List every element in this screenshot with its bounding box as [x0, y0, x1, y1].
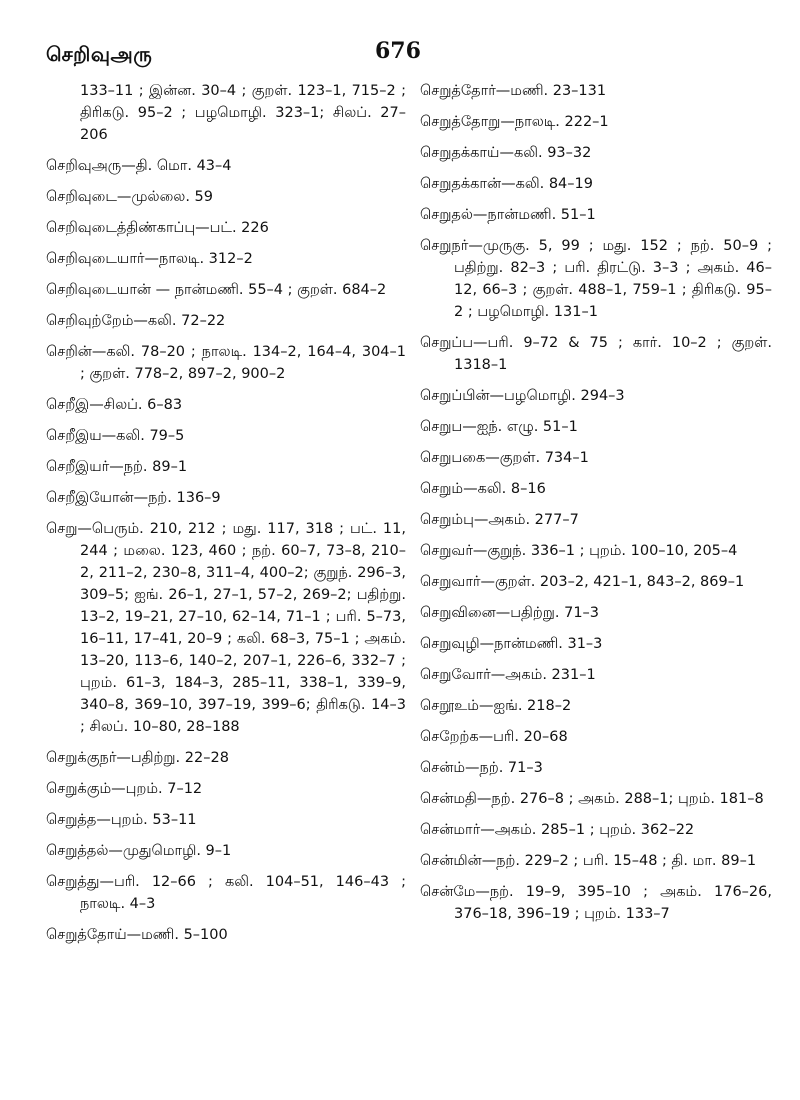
index-entry: செறுத்து—பரி. 12–66 ; கலி. 104–51, 146–43 ; நாலடி. 4–3 — [46, 874, 406, 912]
index-entry: செறீஇயோன்—நற். 136–9 — [46, 490, 221, 506]
index-entry: செறூஉம்—ஐங். 218–2 — [420, 698, 572, 714]
index-entry: சென்மார்—அகம். 285–1 ; புறம். 362–22 — [420, 822, 695, 838]
index-entry: செறுத்தோய்—மணி. 5–100 — [46, 927, 228, 943]
index-entry: செறுப்பின்—பழமொழி. 294–3 — [420, 388, 625, 404]
index-entry: சென்மதி—நற். 276–8 ; அகம். 288–1; புறம். 181–8 — [420, 791, 764, 807]
index-entry: செறிவுடையார்—நாலடி. 312–2 — [46, 251, 253, 267]
index-entry: செறுவோர்—அகம். 231–1 — [420, 667, 596, 683]
index-entry: செறுத்த—புறம். 53–11 — [46, 812, 197, 828]
index-entry: செறுக்கும்—புறம். 7–12 — [46, 781, 203, 797]
index-entry: செறுதக்கான்—கலி. 84–19 — [420, 176, 593, 192]
index-entry: செறிவுடையான் — நான்மணி. 55–4 ; குறள். 684–2 — [46, 282, 387, 298]
index-entry: செறுவர்—குறுந். 336–1 ; புறம். 100–10, 205–4 — [420, 543, 738, 559]
running-head: செறிவுஅரு — [46, 42, 153, 66]
index-entry: சென்ம்—நற். 71–3 — [420, 760, 543, 776]
index-entry: செறீஇயர்—நற். 89–1 — [46, 459, 188, 475]
index-entry: செறுப்ப—பரி. 9–72 & 75 ; கார். 10–2 ; குறள். 1318–1 — [420, 335, 772, 373]
index-entry: செறின்—கலி. 78–20 ; நாலடி. 134–2, 164–4, 304–1 ; குறள். 778–2, 897–2, 900–2 — [46, 344, 406, 382]
index-entry: செறுக்குநர்—பதிற்று. 22–28 — [46, 750, 229, 766]
index-entry: செறேற்க—பரி. 20–68 — [420, 729, 568, 745]
index-entry: செறுத்தல்—முதுமொழி. 9–1 — [46, 843, 232, 859]
index-entry: செறுத்தோர்—மணி. 23–131 — [420, 83, 607, 99]
index-entry: செறும்பு—அகம். 277–7 — [420, 512, 579, 528]
index-entry: செறுநர்—முருகு. 5, 99 ; மது. 152 ; நற். 50–9 ; பதிற்று. 82–3 ; பரி. திரட்டு. 3–3 ; அகம். 46–12, 66–3 ; குறள். 488–1, 759–1 ; திரிகடு. 95–2 ; பழமொழி. 131–1 — [420, 238, 772, 320]
index-entry: செறு—பெரும். 210, 212 ; மது. 117, 318 ; பட். 11, 244 ; மலை. 123, 460 ; நற். 60–7, 73–8, 210–2, 211–2, 230–8, 311–4, 400–2; குறுந். 296–3, 309–5; ஐங். 26–1, 27–1, 57–2, 269–2; பதிற்று. 13–2, 19–21, 27–10, 62–14, 71–1 ; பரி. 5–73, 16–11, 17–41, 20–9 ; கலி. 68–3, 75–1 ; அகம். 13–20, 113–6, 140–2, 207–1, 226–6, 332–7 ; புறம். 61–3, 184–3, 285–11, 338–1, 339–9, 340–8, 369–10, 397–19, 399–6; திரிகடு. 14–3 ; சிலப். 10–80, 28–188 — [46, 521, 406, 735]
index-entry: செறுவார்—குறள். 203–2, 421–1, 843–2, 869–1 — [420, 574, 745, 590]
index-entry: சென்மே—நற். 19–9, 395–10 ; அகம். 176–26, 376–18, 396–19 ; புறம். 133–7 — [420, 884, 772, 922]
right-column — [420, 80, 772, 934]
index-entry: செறுதக்காய்—கலி. 93–32 — [420, 145, 592, 161]
index-entry: செறுவுழி—நான்மணி. 31–3 — [420, 636, 603, 652]
index-entry: செறிவுடைத்திண்காப்பு—பட். 226 — [46, 220, 269, 236]
index-entry: செறிவுற்றேம்—கலி. 72–22 — [46, 313, 226, 329]
index-entry: செறுவினை—பதிற்று. 71–3 — [420, 605, 600, 621]
index-entry: சென்மின்—நற். 229–2 ; பரி. 15–48 ; தி. மா. 89–1 — [420, 853, 757, 869]
index-entry: செறீஇ—சிலப். 6–83 — [46, 397, 183, 413]
index-entry: செறுப—ஐந். எழு. 51–1 — [420, 419, 578, 435]
index-entry: செறுதல்—நான்மணி. 51–1 — [420, 207, 596, 223]
left-column — [46, 80, 406, 955]
index-entry: செறுபகை—குறள். 734–1 — [420, 450, 589, 466]
index-entry: செறீஇய—கலி. 79–5 — [46, 428, 185, 444]
index-entry: 133–11 ; இன்ன. 30–4 ; குறள். 123–1, 715–2 ; திரிகடு. 95–2 ; பழமொழி. 323–1; சிலப். 27–206 — [80, 83, 406, 143]
index-entry: செறிவுடை—முல்லை. 59 — [46, 189, 213, 205]
index-entry: செறும்—கலி. 8–16 — [420, 481, 546, 497]
page-number: 676 — [375, 38, 421, 64]
index-entry: செறிவுஅரு—தி. மொ. 43–4 — [46, 158, 232, 174]
index-entry: செறுத்தோறு—நாலடி. 222–1 — [420, 114, 609, 130]
